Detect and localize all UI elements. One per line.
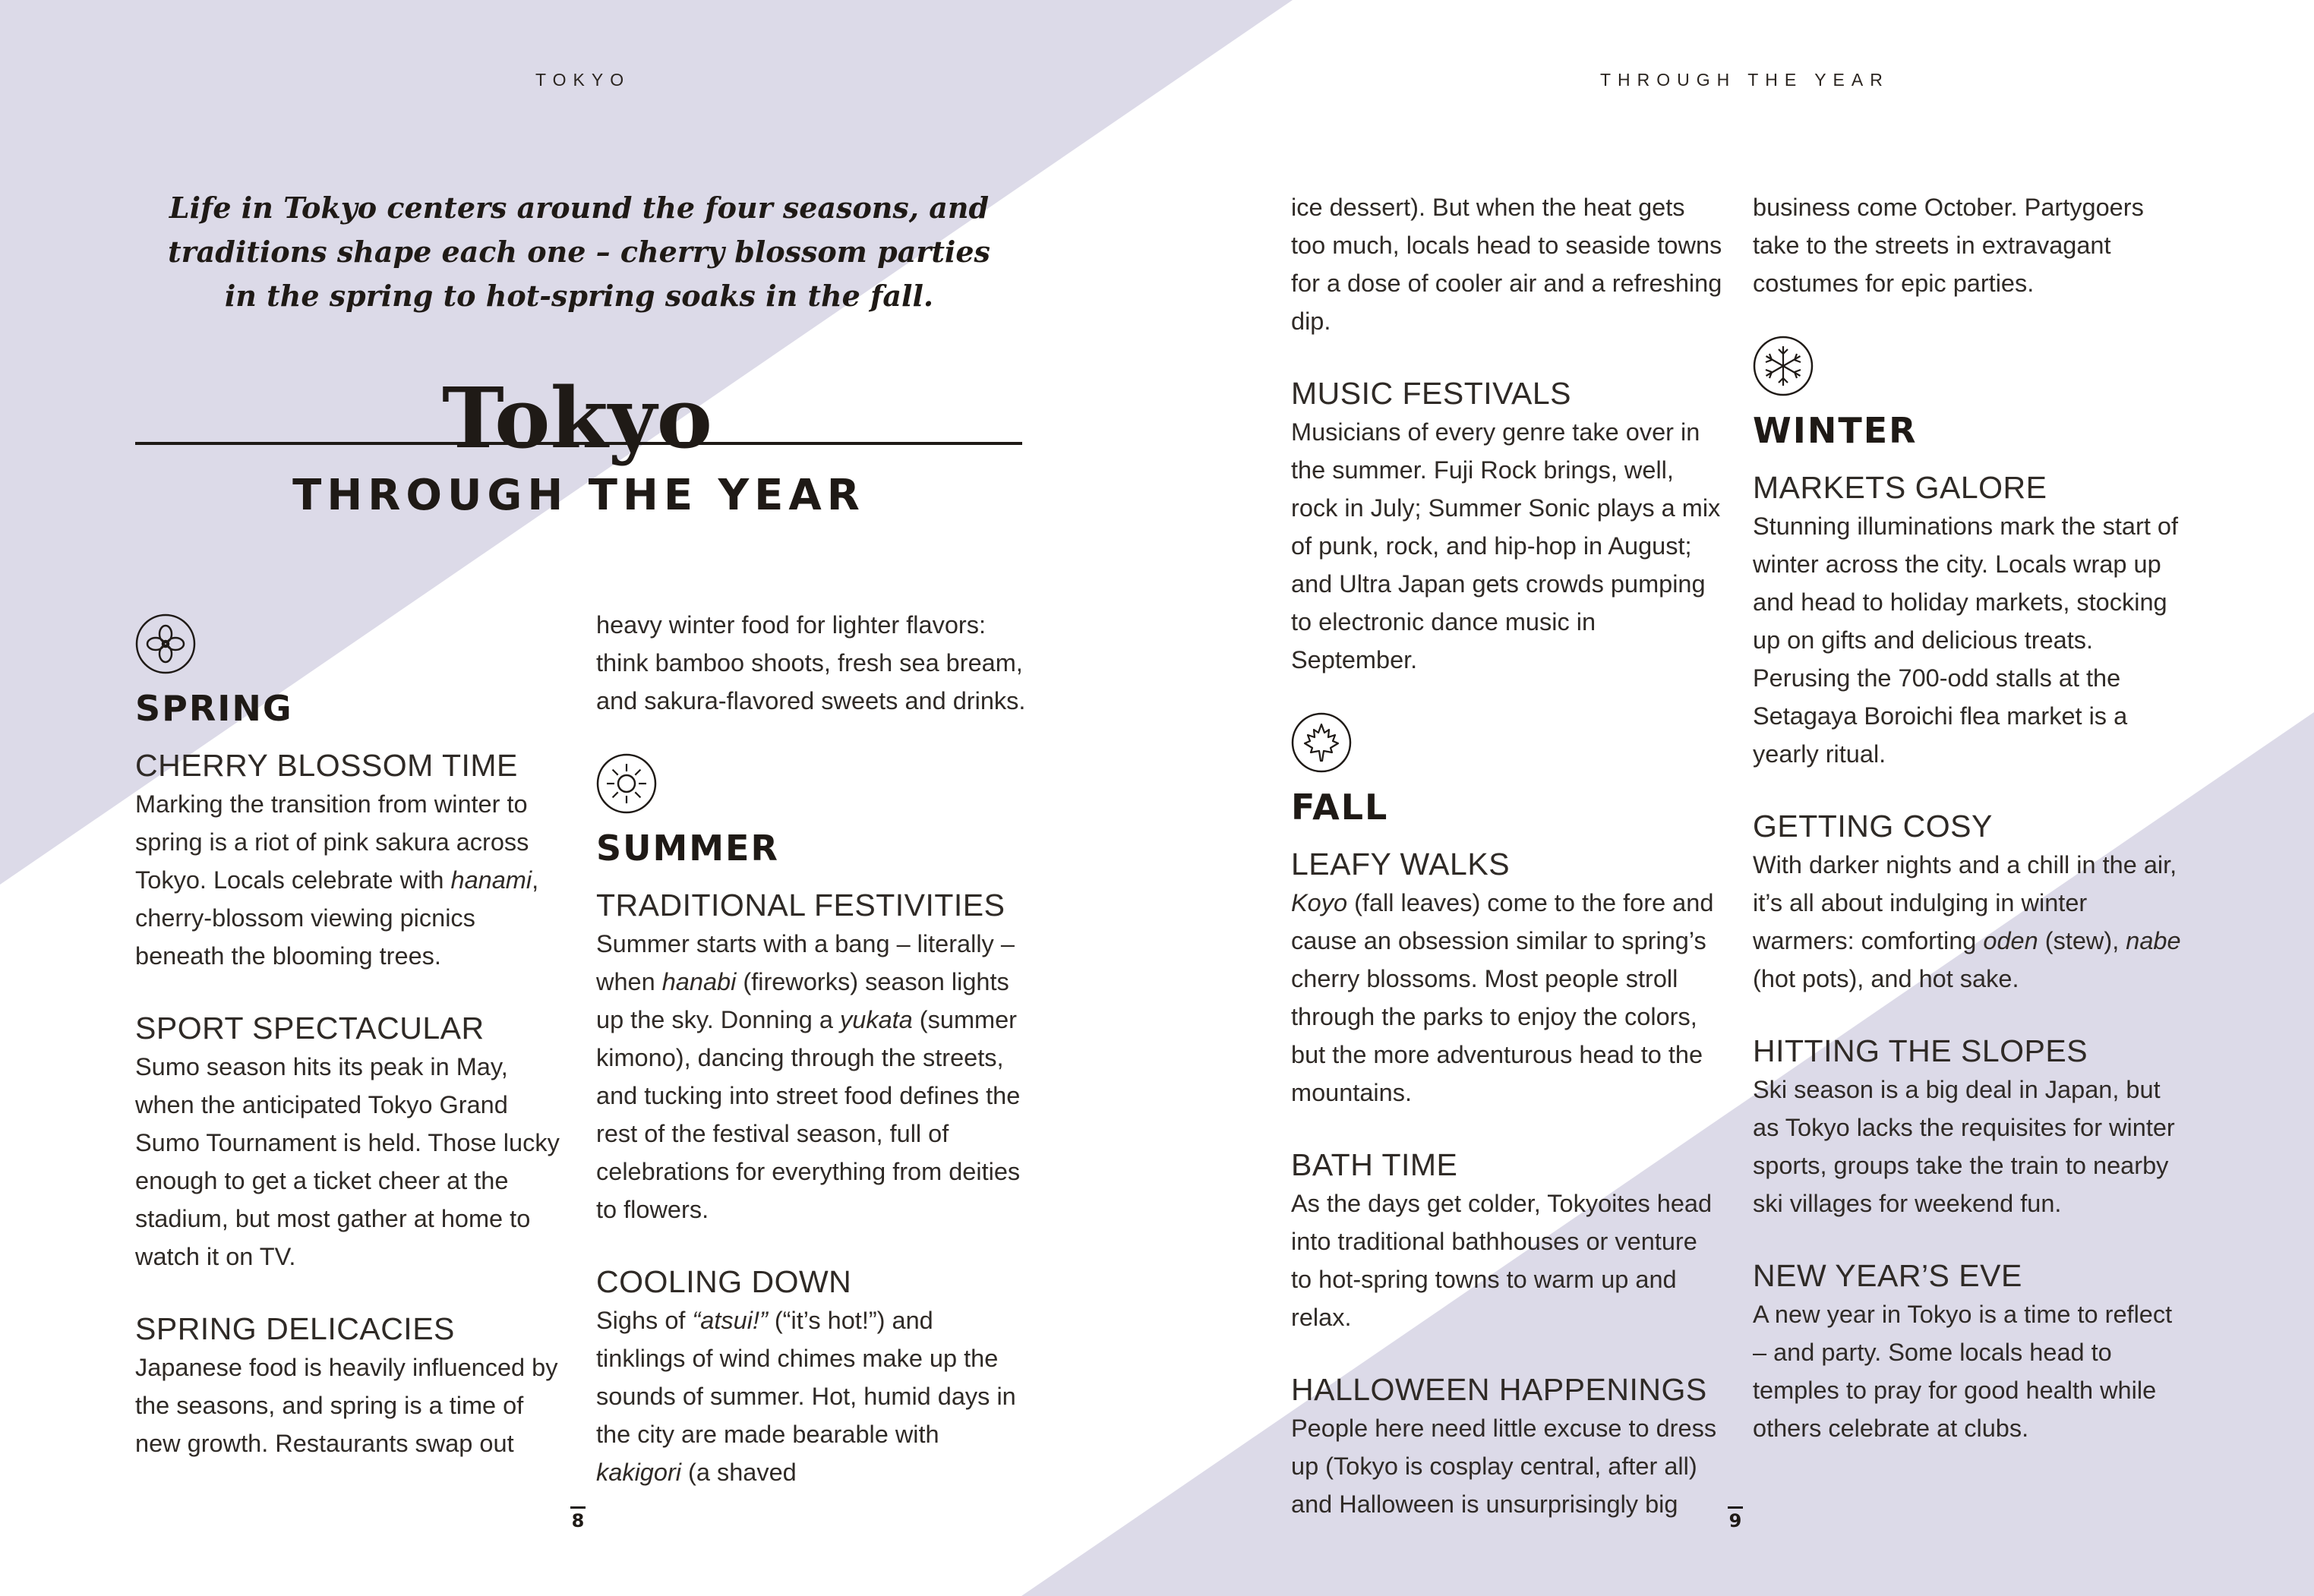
- running-header-left: TOKYO: [535, 70, 631, 90]
- section-heading: LEAFY WALKS: [1291, 847, 1511, 882]
- section-text: As the days get colder, Tokyoites head into traditional bathhouses or venture to hot-spring towns to warm up and relax.: [1291, 1190, 1713, 1331]
- running-header-right: THROUGH THE YEAR: [1600, 70, 1889, 90]
- section-heading: MUSIC FESTIVALS: [1291, 376, 1571, 411]
- section-text: Sumo season hits its peak in May, when the anticipated Tokyo Grand Sumo Tournament is held. Those lucky enough to get a ticket cheer at the stadium, but most gather at home to watch it on TV.: [135, 1053, 560, 1270]
- column-2: [596, 606, 1029, 1525]
- section-heading: COOLING DOWN: [596, 1264, 852, 1299]
- section-heading: TRADITIONAL FESTIVITIES: [596, 888, 1005, 923]
- page-title: Tokyo: [441, 369, 713, 467]
- section-text: Summer starts with a bang – literally – when hanabi (fireworks) season lights up the sky. Donning a yukata (summer kimono), dancing through the streets, and tucking into street food defines the rest of the festival season, full of celebrations for everything from deities to flowers.: [596, 930, 1021, 1223]
- section-text-continued: ice dessert). But when the heat gets too much, locals head to seaside towns for a dose of cooler air and a refreshing dip.: [1291, 194, 1722, 335]
- section-heading: NEW YEAR’S EVE: [1753, 1258, 2022, 1293]
- intro-text: Life in Tokyo centers around the four seasons, and traditions shape each one – cherry blossom parties in the spring to hot-spring soaks in the fall.: [168, 191, 990, 313]
- section-text: Koyo (fall leaves) come to the fore and cause an obsession similar to spring’s cherry blossoms. Most people stroll through the parks to enjoy the colors, but the more adventurous head to the mountains.: [1291, 889, 1714, 1106]
- section-text: A new year in Tokyo is a time to reflect – and party. Some locals head to temples to pray for good health while others celebrate at clubs.: [1753, 1301, 2173, 1442]
- section-text: Musicians of every genre take over in the summer. Fuji Rock brings, well, rock in July; Summer Sonic plays a mix of punk, rock, and hip-hop in August; and Ultra Japan gets crowds pumping to electronic dance music in September.: [1291, 418, 1721, 673]
- section-heading: HITTING THE SLOPES: [1753, 1033, 2088, 1068]
- page-number-left: 8: [555, 1506, 601, 1531]
- section-text: People here need little excuse to dress up (Tokyo is cosplay central, after all) and Halloween is unsurprisingly big: [1291, 1415, 1717, 1518]
- section-text: Stunning illuminations mark the start of winter across the city. Locals wrap up and head to holiday markets, stocking up on gifts and delicious treats. Perusing the 700-odd stalls at the Setagaya Boroichi flea market is a yearly ritual.: [1753, 513, 2178, 768]
- section-heading: CHERRY BLOSSOM TIME: [135, 748, 518, 783]
- season-title-winter: WINTER: [1753, 410, 1918, 451]
- season-title-fall: FALL: [1291, 787, 1389, 828]
- sun-icon: [596, 753, 657, 814]
- season-title-summer: SUMMER: [596, 828, 779, 869]
- page-subtitle: THROUGH THE YEAR: [292, 471, 865, 520]
- section-heading: MARKETS GALORE: [1753, 470, 2047, 505]
- section-heading: GETTING COSY: [1753, 809, 1993, 844]
- column-4: [1753, 188, 2186, 1481]
- page-number-right: 9: [1713, 1506, 1758, 1531]
- section-text: Ski season is a big deal in Japan, but as Tokyo lacks the requisites for winter sports, groups take the train to nearby ski villages for weekend fun.: [1753, 1076, 2175, 1217]
- snowflake-icon: [1753, 336, 1814, 396]
- season-title-spring: SPRING: [135, 688, 293, 729]
- section-heading: SPRING DELICACIES: [135, 1311, 455, 1346]
- section-heading: BATH TIME: [1291, 1147, 1458, 1182]
- section-heading: HALLOWEEN HAPPENINGS: [1291, 1372, 1707, 1407]
- section-text: Japanese food is heavily influenced by the seasons, and spring is a time of new growth. Restaurants swap out: [135, 1354, 558, 1457]
- section-text-continued: business come October. Partygoers take to the streets in extravagant costumes for epic parties.: [1753, 194, 2144, 297]
- maple-leaf-icon: [1291, 712, 1352, 773]
- column-3: [1291, 188, 1724, 1557]
- flower-icon: [135, 613, 196, 674]
- section-text: With darker nights and a chill in the air, it’s all about indulging in winter warmers: comforting oden (stew), nabe (hot pots), and hot sake.: [1753, 851, 2181, 992]
- section-text: Sighs of “atsui!” (“it’s hot!”) and tinklings of wind chimes make up the sounds of summer. Hot, humid days in the city are made bearable with kakigori (a shaved: [596, 1307, 1016, 1486]
- section-text-continued: heavy winter food for lighter flavors: think bamboo shoots, fresh sea bream, and sakura-flavored sweets and drinks.: [596, 611, 1026, 714]
- column-1: [135, 613, 568, 1496]
- section-text: Marking the transition from winter to spring is a riot of pink sakura across Tokyo. Locals celebrate with hanami, cherry-blossom viewing picnics beneath the blooming trees.: [135, 790, 539, 970]
- section-heading: SPORT SPECTACULAR: [135, 1011, 485, 1046]
